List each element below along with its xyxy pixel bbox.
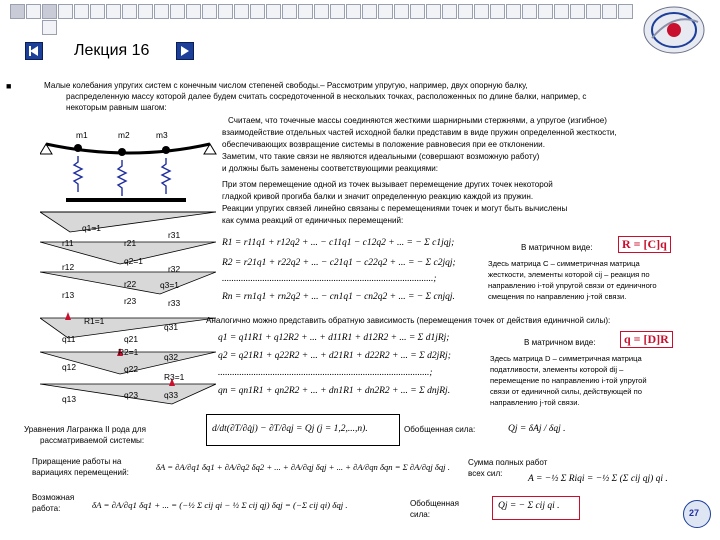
matrix-form-label-2: В матричном виде: bbox=[524, 338, 596, 347]
right-text-5: При этом перемещение одной из точек вызывает перемещение других точек некоторой bbox=[222, 180, 553, 189]
sum-work-eq: A = −½ Σ Riqi = −½ Σ (Σ cij qj) qi . bbox=[528, 474, 668, 484]
matrix-form-label: В матричном виде: bbox=[521, 243, 593, 252]
q32-label: q32 bbox=[164, 352, 178, 362]
q-unit-1: q1=1 bbox=[82, 223, 101, 233]
gen-force-label-2a: Обобщенная bbox=[410, 499, 459, 508]
reaction-eq-n: Rn = rn1q1 + rn2q2 + ... − cn1q1 − cn2q2 + ... = − Σ cnjqj. bbox=[222, 292, 455, 302]
right-text-7: Реакции упругих связей линейно связаны с перемещениями точек и могут быть вычислены bbox=[222, 204, 568, 213]
reaction-eq-dots: .........................................................................................; bbox=[222, 274, 437, 284]
sum-work-label-1: всех сил: bbox=[468, 469, 503, 478]
bullet-icon: ■ bbox=[6, 81, 12, 91]
gen-force-label-2b: сила: bbox=[410, 510, 431, 519]
displacement-eq-n: qn = qn1R1 + qn2R2 + ... + dn1R1 + dn2R2 + ... = Σ dnjRj. bbox=[218, 386, 451, 396]
R-unit-2: R2=1 bbox=[118, 347, 139, 357]
intro-line-2: распределенную массу которой далее будем считать сосредоточенной в нескольких точках, расположенных по длине балки, например, с bbox=[66, 92, 587, 101]
sum-work-label-0: Сумма полных работ bbox=[468, 458, 548, 467]
stiffness-desc-3: смещения по направлению j-той связи. bbox=[488, 292, 627, 301]
lagrange-label-1: рассматриваемой системы: bbox=[40, 436, 145, 445]
intro-line-1: Малые колебания упругих систем с конечным числом степеней свободы.– Рассмотрим упругую, например, двух опорную балку, bbox=[44, 81, 528, 90]
q21-label: q21 bbox=[124, 334, 138, 344]
university-logo bbox=[640, 4, 708, 56]
stiffness-desc-0: Здесь матрица C – симметричная матрица bbox=[488, 259, 640, 268]
displacement-eq-1: q1 = q11R1 + q12R2 + ... + d11R1 + d12R2 + ... = Σ d1jRj; bbox=[218, 333, 450, 343]
compliance-desc-1: податливости, элементы которой dij – bbox=[490, 365, 624, 374]
r23-label: r23 bbox=[124, 296, 137, 306]
q11-label: q11 bbox=[62, 334, 76, 344]
lecture-title: Лекция 16 bbox=[74, 42, 150, 59]
possible-work-eq: δA = ∂A/∂q1 δq1 + ... = (−½ Σ cij qi − ½ Σ cij qj) δqj = (−Σ cij qi) δqj . bbox=[92, 500, 348, 510]
R-unit-3: R3=1 bbox=[164, 372, 185, 382]
R-unit-1: R1=1 bbox=[84, 316, 105, 326]
right-text-2: обеспечивающих возвращение системы в положение равновесия при ее отклонении. bbox=[222, 140, 545, 149]
r22-label: r22 bbox=[124, 279, 137, 289]
r32-label: r32 bbox=[168, 264, 181, 274]
gen-force-result: Qj = − Σ cij qi . bbox=[498, 501, 560, 511]
next-slide-button[interactable] bbox=[176, 42, 194, 60]
displacement-eq-2: q2 = q21R1 + q22R2 + ... + d21R1 + d22R2 + ... = Σ d2jRj; bbox=[218, 351, 451, 361]
gen-force-label: Обобщенная сила: bbox=[404, 425, 476, 434]
q13-label: q13 bbox=[62, 394, 76, 404]
gen-force-formula: Qj = δAj / δqj . bbox=[508, 424, 566, 434]
r11-label: r11 bbox=[62, 238, 74, 248]
right-text-3: Заметим, что такие связи не являются идеальными (совершают возможную работу) bbox=[222, 152, 540, 161]
stiffness-desc-2: направлению i-той упругой связи от единичного bbox=[488, 281, 657, 290]
work-variation-eq: δA = ∂A/∂q1 δq1 + ∂A/∂q2 δq2 + ... + ∂A/∂qj δqj + ... + ∂A/∂qn δqn = Σ ∂A/∂qj δqj . bbox=[156, 462, 450, 472]
compliance-desc-2: перемещение по направлению i-той упругой bbox=[490, 376, 647, 385]
compliance-matrix-formula: q = [D]R bbox=[620, 331, 673, 348]
stiffness-matrix-formula: R = [C]q bbox=[618, 236, 671, 253]
compliance-desc-3: связи от единичной силы, действующей по bbox=[490, 387, 642, 396]
q23-label: q23 bbox=[124, 390, 138, 400]
r13-label: r13 bbox=[62, 290, 75, 300]
lagrange-label-0: Уравнения Лагранжа II рода для bbox=[24, 425, 146, 434]
r12-label: r12 bbox=[62, 262, 75, 272]
possible-work-label-1: работа: bbox=[32, 504, 61, 513]
right-text-6: гладкой кривой прогиба балки и значит определенную реакцию каждой из пружин. bbox=[222, 192, 534, 201]
r33-label: r33 bbox=[168, 298, 181, 308]
compliance-desc-4: направлению j-той связи. bbox=[490, 398, 580, 407]
lagrange-equation: d/dt(∂T/∂q̇j) − ∂T/∂qj = Qj (j = 1,2,...,n). bbox=[212, 424, 368, 434]
mass-label-1: m1 bbox=[76, 130, 88, 140]
q-unit-3: q3=1 bbox=[160, 280, 179, 290]
r21-label: r21 bbox=[124, 238, 137, 248]
displacement-eq-dots: .........................................................................................; bbox=[218, 368, 433, 378]
stiffness-desc-1: жесткости, элементы которой cij – реакция по bbox=[488, 270, 650, 279]
reaction-eq-1: R1 = r11q1 + r12q2 + ... − c11q1 − c12q2 + ... = − Σ c1jqj; bbox=[222, 238, 455, 248]
compliance-desc-0: Здесь матрица D – симметричная матрица bbox=[490, 354, 642, 363]
right-text-4: и должны быть заменены соответствующими реакциями: bbox=[222, 164, 439, 173]
q33-label: q33 bbox=[164, 390, 178, 400]
right-text-8: как сумма реакций от единичных перемещений: bbox=[222, 216, 404, 225]
q31-label: q31 bbox=[164, 322, 178, 332]
intro-line-3: некоторым равным шагом: bbox=[66, 103, 167, 112]
inverse-text: Аналогично можно представить обратную зависимость (перемещения точек от действия единичной силы): bbox=[206, 316, 611, 325]
prev-slide-button[interactable] bbox=[25, 42, 43, 60]
possible-work-label-0: Возможная bbox=[32, 493, 75, 502]
page-number: 27 bbox=[689, 508, 700, 518]
work-label-1: вариациях перемещений: bbox=[32, 468, 129, 477]
right-text-1: взаимодействие отдельных частей исходной балки представим в виде пружин определенной жесткости, bbox=[222, 128, 617, 137]
mass-label-3: m3 bbox=[156, 130, 168, 140]
q-unit-2: q2=1 bbox=[124, 256, 143, 266]
mass-label-2: m2 bbox=[118, 130, 130, 140]
q12-label: q12 bbox=[62, 362, 76, 372]
q22-label: q22 bbox=[124, 364, 138, 374]
r31-label: r31 bbox=[168, 230, 181, 240]
right-text-0: Считаем, что точечные массы соединяются жесткими шарнирными стержнями, а упругое (изгибное) bbox=[228, 116, 607, 125]
reaction-eq-2: R2 = r21q1 + r22q2 + ... − c21q1 − c22q2 + ... = − Σ c2jqj; bbox=[222, 258, 456, 268]
work-label-0: Приращение работы на bbox=[32, 457, 122, 466]
